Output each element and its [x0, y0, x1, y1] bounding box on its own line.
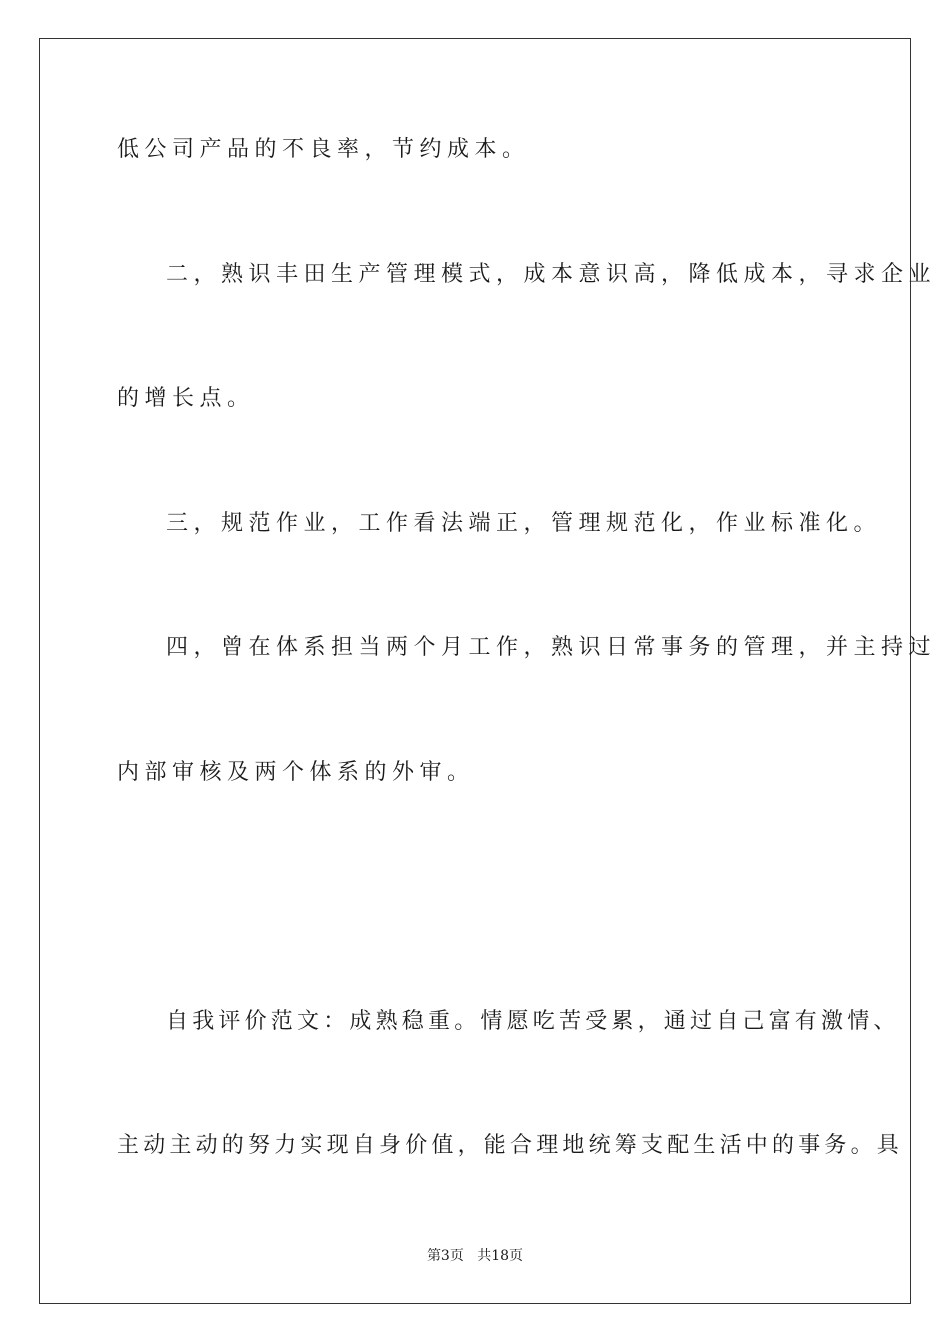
page-total: 共18页	[477, 1248, 524, 1264]
paragraph-line: 四，曾在体系担当两个月工作，熟识日常事务的管理，并主持过	[166, 635, 937, 660]
paragraph-line: 三，规范作业，工作看法端正，管理规范化，作业标准化。	[166, 511, 882, 536]
paragraph-line: 内部审核及两个体系的外审。	[117, 760, 475, 785]
page-number: 第3页	[426, 1248, 464, 1264]
paragraph-line: 二，熟识丰田生产管理模式，成本意识高，降低成本，寻求企业	[166, 262, 937, 287]
page-border	[39, 38, 911, 1304]
paragraph-line: 的增长点。	[117, 386, 255, 411]
paragraph-line: 低公司产品的不良率，节约成本。	[117, 137, 530, 162]
paragraph-line: 自我评价范文：成熟稳重。情愿吃苦受累，通过自己富有激情、	[166, 1009, 900, 1034]
page-footer	[0, 1247, 950, 1265]
paragraph-line: 主动主动的努力实现自身价值，能合理地统筹支配生活中的事务。具	[117, 1133, 904, 1158]
